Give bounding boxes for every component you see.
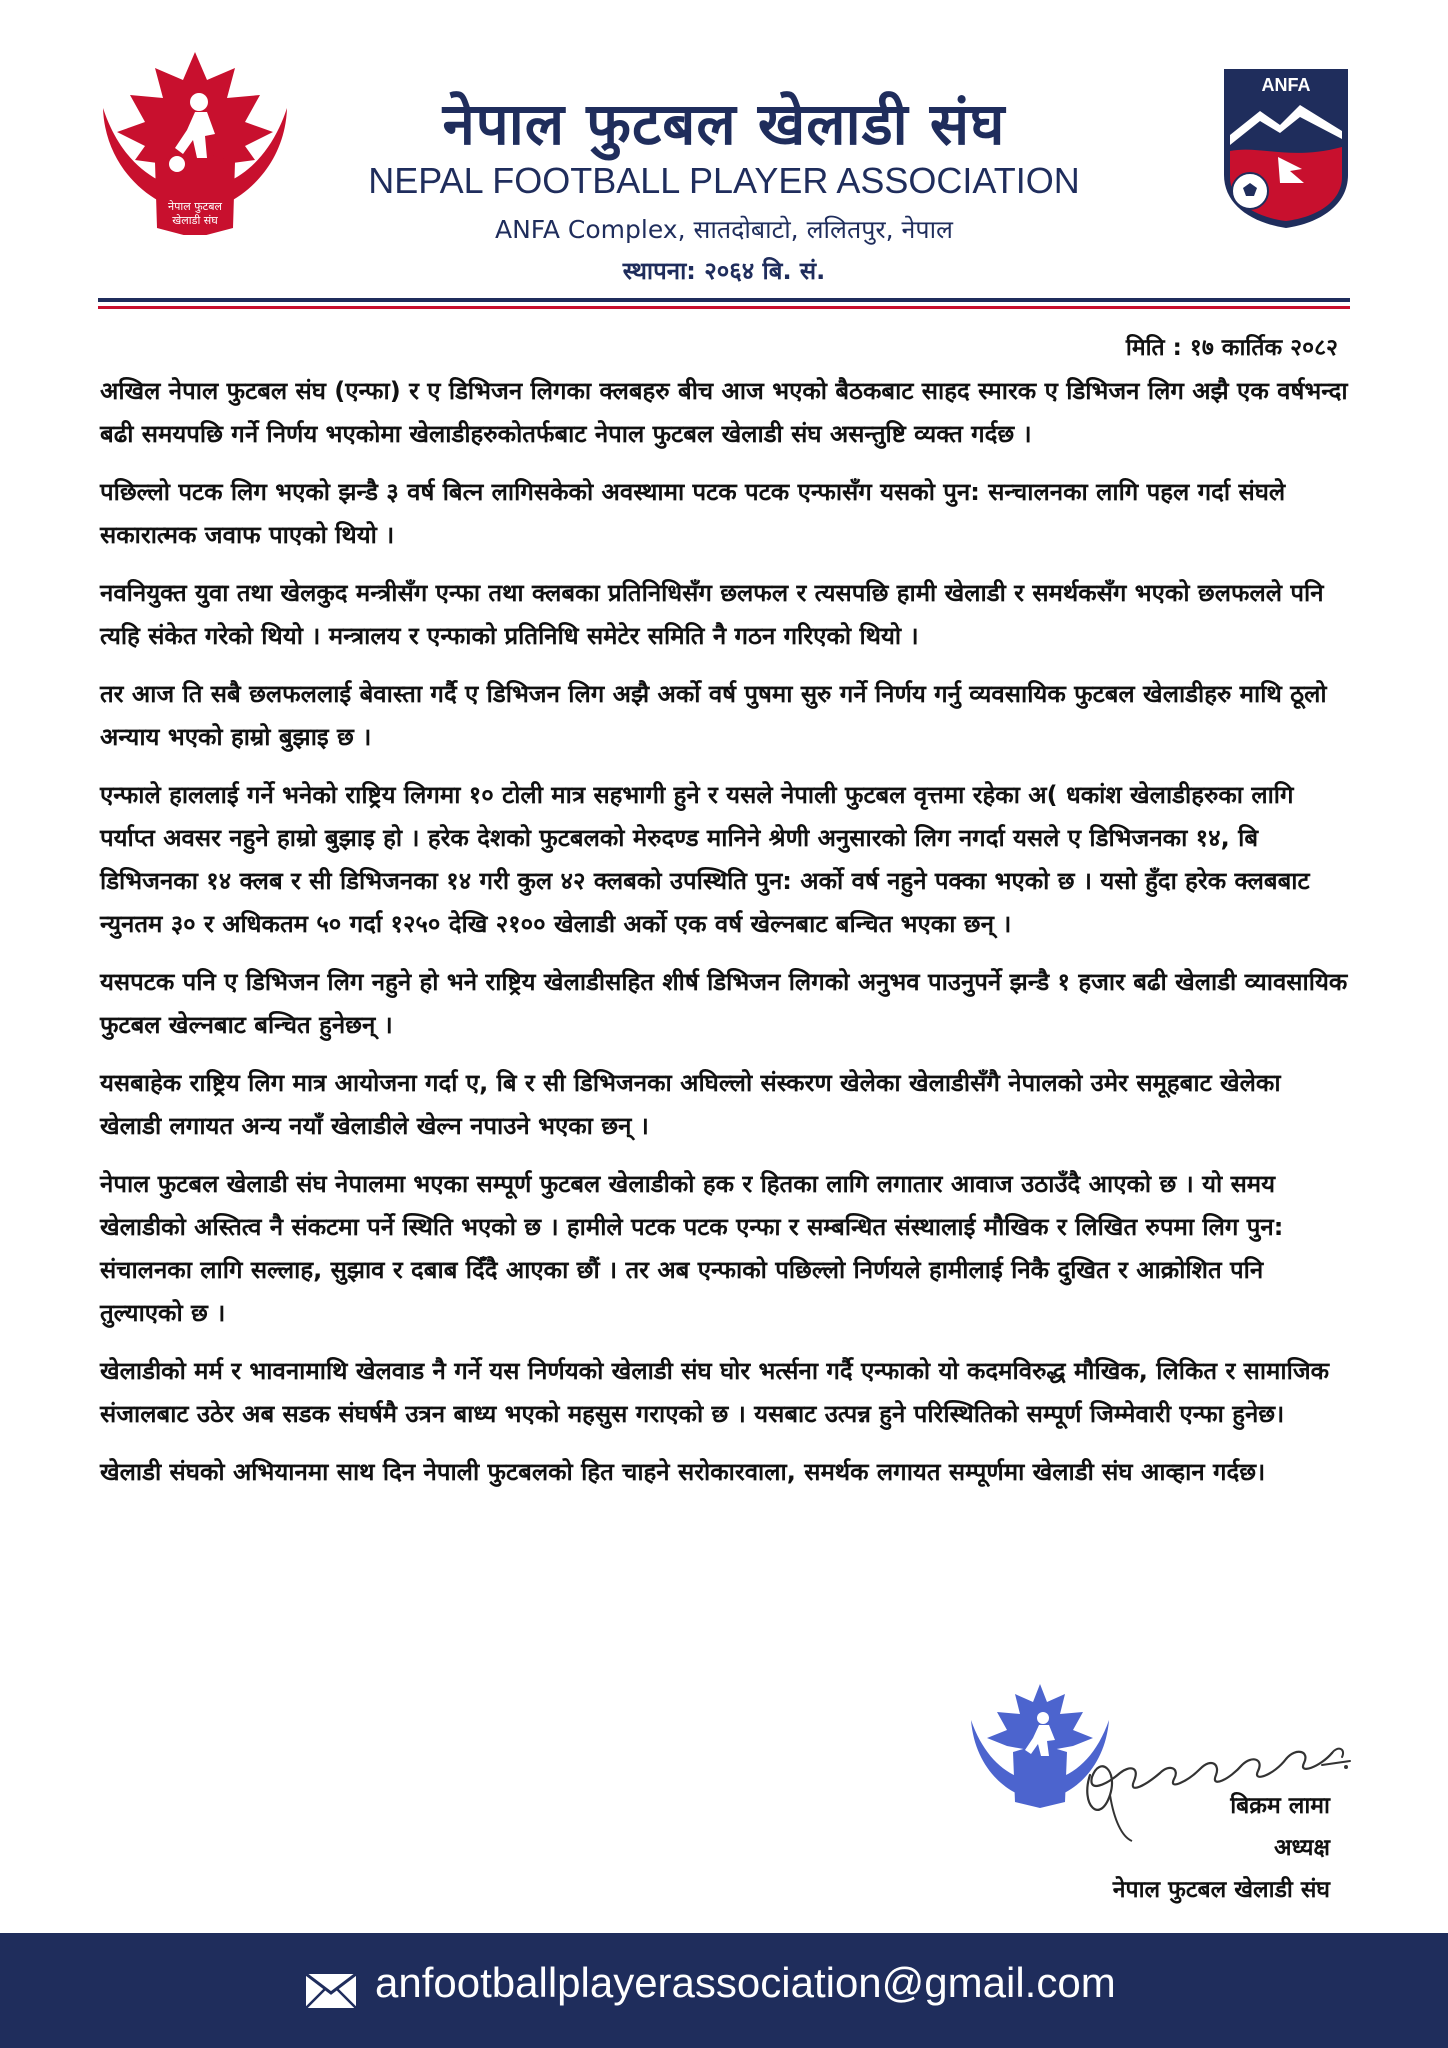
signatory-organization: नेपाल फुटबल खेलाडी संघ	[1112, 1877, 1330, 1903]
letterhead	[0, 0, 1448, 300]
contact-email[interactable]: anfootballplayerassociation@gmail.com	[375, 1959, 1116, 2006]
organization-name-english: NEPAL FOOTBALL PLAYER ASSOCIATION	[368, 160, 1080, 201]
envelope-icon	[305, 1973, 357, 2009]
paragraph: अखिल नेपाल फुटबल संघ (एन्फा) र ए डिभिजन लिगका क्लबहरु बीच आज भएको बैठकबाट साहद स्मारक ए डिभिजन लिग अझै एक वर्षभन्दा बढी समयपछि गर्ने निर्णय भएकोमा खेलाडीहरुकोतर्फबाट नेपाल फुटबल खेलाडी संघ असन्तुष्टि व्यक्त गर्दछ ।	[100, 377, 1348, 448]
paragraph: खेलाडी संघको अभियानमा साथ दिन नेपाली फुटबलको हित चाहने सरोकारवाला, समर्थक लगायत सम्पूर्णमा खेलाडी संघ आव्हान गर्दछ।	[100, 1458, 1266, 1486]
handwritten-signature-icon	[1070, 1715, 1355, 1845]
paragraph: खेलाडीको मर्म र भावनामाथि खेलवाड नै गर्ने यस निर्णयको खेलाडी संघ घोर भर्त्सना गर्दै एन्फाको यो कदमविरुद्ध मौखिक, लिकित र सामाजिक संजालबाट उठेर अब सडक संघर्षमै उत्रन बाध्य भएको महसुस गराएको छ । यसबाट उत्पन्न हुने परिस्थितिको सम्पूर्ण जिम्मेवारी एन्फा हुनेछ।	[100, 1357, 1330, 1428]
svg-text:नेपाल फुटबल: नेपाल फुटबल	[168, 200, 222, 213]
organization-name-nepali: नेपाल फुटबल खेलाडी संघ	[442, 90, 1006, 158]
paragraph: पछिल्लो पटक लिग भएको झन्डै ३ वर्ष बित्न लागिसकेको अवस्थामा पटक पटक एन्फासँग यसको पुन: सन्चालनका लागि पहल गर्दा संघले सकारात्मक जवाफ पाएको थियो ।	[100, 478, 1286, 549]
svg-text:ANFA: ANFA	[1261, 75, 1311, 95]
paragraph: तर आज ति सबै छलफललाई बेवास्ता गर्दै ए डिभिजन लिग अझै अर्को वर्ष पुषमा सुरु गर्ने निर्णय गर्नु व्यवसायिक फुटबल खेलाडीहरु माथि ठूलो अन्याय भएको हाम्रो बुझाइ छ ।	[100, 680, 1327, 751]
paragraph: यसबाहेक राष्ट्रिय लिग मात्र आयोजना गर्दा ए, बि र सी डिभिजनका अघिल्लो संस्करण खेलेका खेलाडीसँगै नेपालको उमेर समूहबाट खेलेका खेलाडी लगायत अन्य नयाँ खेलाडीले खेल्न नपाउने भएका छन् ।	[100, 1069, 1281, 1140]
svg-text:खेलाडी संघ: खेलाडी संघ	[172, 214, 218, 227]
letter-date: मिति : १७ कार्तिक २०८२	[1125, 335, 1338, 361]
paragraph: नवनियुक्त युवा तथा खेलकुद मन्त्रीसँग एन्फा तथा क्लबका प्रतिनिधिसँग छलफल र त्यसपछि हामी खेलाडी र समर्थकसँग भएको छलफलले पनि त्यहि संकेत गरेको थियो । मन्त्रालय र एन्फाको प्रतिनिधि समेटेर समिति नै गठन गरिएको थियो ।	[100, 579, 1324, 650]
signatory-name: बिक्रम लामा	[1230, 1793, 1330, 1819]
established-date: स्थापना: २०६४ बि. सं.	[622, 257, 826, 285]
anfa-crest-icon	[1220, 65, 1352, 230]
paragraph: यसपटक पनि ए डिभिजन लिग नहुने हो भने राष्ट्रिय खेलाडीसहित शीर्ष डिभिजन लिगको अनुभव पाउनुपर्ने झन्डै १ हजार बढी खेलाडी व्यावसायिक फुटबल खेल्नबाट बन्चित हुनेछन् ।	[100, 968, 1348, 1039]
paragraph: नेपाल फुटबल खेलाडी संघ नेपालमा भएका सम्पूर्ण फुटबल खेलाडीको हक र हितका लागि लगातार आवाज उठाउँदै आएको छ । यो समय खेलाडीको अस्तित्व नै संकटमा पर्ने स्थिति भएको छ । हामीले पटक पटक एन्फा र सम्बन्धित संस्थालाई मौखिक र लिखित रुपमा लिग पुन: संचालनका लागि सल्लाह, सुझाव र दबाब दिँदै आएका छौं । तर अब एन्फाको पछिल्लो निर्णयले हामीलाई निकै दुखित र आक्रोशित पनि तुल्याएको छ ।	[100, 1170, 1284, 1327]
letter-body	[100, 370, 1350, 1509]
signatory-role: अध्यक्ष	[1273, 1835, 1330, 1861]
organization-address: ANFA Complex, सातदोबाटो, ललितपुर, नेपाल	[494, 215, 954, 244]
header-divider-navy	[98, 298, 1350, 302]
paragraph: एन्फाले हाललाई गर्ने भनेको राष्ट्रिय लिगमा १० टोली मात्र सहभागी हुने र यसले नेपाली फुटबल वृत्तमा रहेका अ( धकांश खेलाडीहरुका लागि पर्याप्त अवसर नहुने हाम्रो बुझाइ हो । हरेक देशको फुटबलको मेरुदण्ड मानिने श्रेणी अनुसारको लिग नगर्दा यसले ए डिभिजनका १४, बि डिभिजनका १४ क्लब र सी डिभिजनका १४ गरी कुल ४२ क्लबको उपस्थिति पुन: अर्को वर्ष नहुने पक्का भएको छ । यसो हुँदा हरेक क्लबबाट न्युनतम ३० र अधिकतम ५० गर्दा १२५० देखि २१०० खेलाडी अर्को एक वर्ष खेल्नबाट बन्चित भएका छन् ।	[100, 781, 1310, 938]
header-divider-red	[98, 306, 1350, 309]
footer-bar	[0, 1933, 1448, 2048]
